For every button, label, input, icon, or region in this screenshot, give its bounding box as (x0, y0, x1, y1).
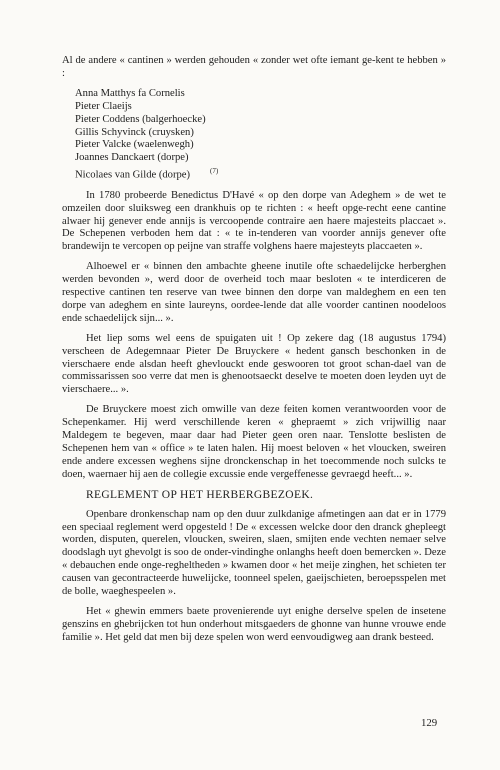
paragraph: In 1780 probeerde Benedictus D'Havé « op den dorpe van Adeghem » de wet te omzeilen door sluiksweg een drankhuis op te richten : « heeft opge-recht eene cantine alwaer hij genever ende annijs is vercoopende contraire aen haere majesteits placcaet ». De Schepenen verboden hem dat : « te in-tenderen van voorder annijs genever ofte brandewijn te vercopen op peijne van straffe volghens haere majesteyts placcaeten ». (62, 189, 446, 253)
footnote-marker: (7) (210, 167, 219, 176)
page-number: 129 (421, 717, 438, 729)
paragraph: Het liep soms wel eens de spuigaten uit ! Op zekere dag (18 augustus 1794) verscheen de Adegemnaar Pieter De Bruyckere « hedent gansch beschonken in de vierschaere ende alsdan heeft ghevlouckt ende geswooren tot groot schan-dael van de commissarissen soo verre dat men is ghenootsaeckt deselve te moeten doen leyden uyt de vierschaere... ». (62, 332, 446, 396)
name-entry-last (75, 165, 446, 182)
intro-paragraph: Al de andere « cantinen » werden gehouden « zonder wet ofte iemant ge-kent te hebben » : (62, 55, 446, 79)
name-entry: Gillis Schyvinck (cruysken) (75, 126, 194, 138)
name-entry: Joannes Danckaert (dorpe) (75, 152, 189, 164)
paragraph: Het « ghewin emmers baete provenierende uyt enighe derselve spelen de insetene genszins en ghebrijcken tot hun onderhout mitsgaeders de ghonne van hunne vrouwe ende familie ». Het geld dat men bij deze spelen won werd eenvoudigweg aan drank besteed. (62, 605, 446, 643)
name-entry: Pieter Valcke (waelenwegh) (75, 139, 194, 151)
name-entry: Pieter Coddens (balgerhoecke) (75, 113, 206, 125)
cantine-names-list (75, 88, 446, 183)
paragraph: De Bruyckere moest zich omwille van deze feiten komen verantwoorden voor de Schepenkamer. Hij werd verschillende keren « ghepraemt » zich vrijwillig naar Maldegem te begeven, maar daar had Pieter geen oren naar. Tenslotte beslisten de Schepenen hem van « office » te laten halen. Hij moest beloven « het vloucken, sweiren ende andere excessen weghens sijne dronckenschap in het toecommende noch sulcks te doen, waernaer hij aen de collegie excussie ende vergeffenesse gevraegd heeft... ». (62, 404, 446, 480)
name-entry: Nicolaes van Gilde (dorpe) (75, 169, 191, 181)
name-entry: Anna Matthys fa Cornelis (75, 87, 185, 99)
section-heading: REGLEMENT OP HET HERBERGBEZOEK. (86, 488, 314, 501)
paragraph: Alhoewel er « binnen den ambachte gheene inutile ofte schaedelijcke herberghen werden bevonden », werd door de overheid toch maar besloten « te interdiceren de respective cantinen ten reserve van twee binnen den dorpe van maldeghem en een ten dorpe van adeghem en sinte laureyns, oordee-lende dat alle voorder cantinen noodeloos ende schaedelijck sijn... ». (62, 261, 446, 324)
body-text (62, 55, 446, 652)
name-entry: Pieter Claeijs (75, 100, 132, 112)
paragraph: Openbare dronkenschap nam op den duur zulkdanige afmetingen aan dat er in 1779 een speciaal reglement werd opgesteld ! De « excessen welcke door den dranck ghepleegt worden, disputen, querelen, vloucken, sweiren, slaen, smijten ende vechten nemaer selve doodslagh uyt ghevolgt is soo de onder-vindinghe onlanghs heeft doen bemercken ». Deze « debauchen ende onge-regheltheden » kwamen door « het meije zinghen, het schieten ter causen van gecontracteerde huwelijcke, toonneel spelen, gaeijschieten, beroepsspelen met de bolle, waeghespeelen ». (62, 508, 446, 598)
